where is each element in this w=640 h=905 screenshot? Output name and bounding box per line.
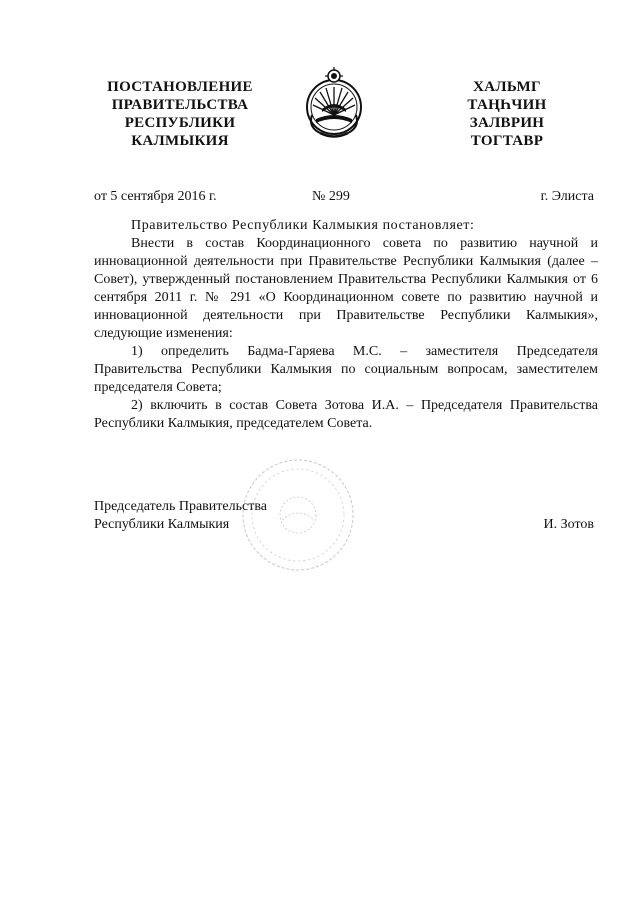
list-item: 2) включить в состав Совета Зотова И.А. – Председателя Правительства Республики Калмыкия, председателем Совета. [94, 398, 598, 431]
header-right-line: ТОГТАВР [470, 133, 544, 149]
list-item: 1) определить Бадма-Гаряева М.С. – заместителя Председателя Правительства Республики Калмыкия по социальным вопросам, заместителем председателя Совета; [94, 344, 598, 395]
signatory-name: И. Зотов [543, 517, 594, 532]
header-title-russian [92, 78, 268, 150]
intro-paragraph: Правительство Республики Калмыкия постановляет: [131, 218, 475, 233]
signature-title-line: Председатель Правительства [94, 499, 267, 514]
document-city: г. Элиста [540, 189, 594, 204]
header-title-kalmyk [448, 78, 566, 150]
document-meta [94, 189, 594, 207]
header-right-line: ЗАЛВРИН [469, 115, 545, 131]
main-paragraph: Внести в состав Координационного совета по развитию научной и инновационной деятельности при Правительстве Республики Калмыкия (далее – Совет), утвержденный постановлением Правительства Республики Калмыкия от 6 сентября 2011 г. № 291 «О Координационном совете по развитию научной и инновационной деятельности при Правительстве Республики Калмыкия», следующие изменения: [94, 236, 598, 341]
header-left-line: КАЛМЫКИЯ [131, 133, 229, 149]
document-body [94, 217, 598, 433]
document-number: № 299 [312, 189, 350, 204]
header-right-line: ХАЛЬМГ [473, 79, 541, 95]
header-left-line: РЕСПУБЛИКИ [124, 115, 236, 131]
document-date: от 5 сентября 2016 г. [94, 189, 217, 204]
header-left-line: ПРАВИТЕЛЬСТВА [111, 97, 249, 113]
kalmykia-coat-of-arms-icon [302, 63, 366, 143]
header-right-line: ТАҢҺЧИН [467, 97, 547, 113]
signature-title [94, 498, 267, 534]
header-left-line: ПОСТАНОВЛЕНИЕ [107, 79, 253, 95]
signature-title-line: Республики Калмыкия [94, 517, 230, 532]
